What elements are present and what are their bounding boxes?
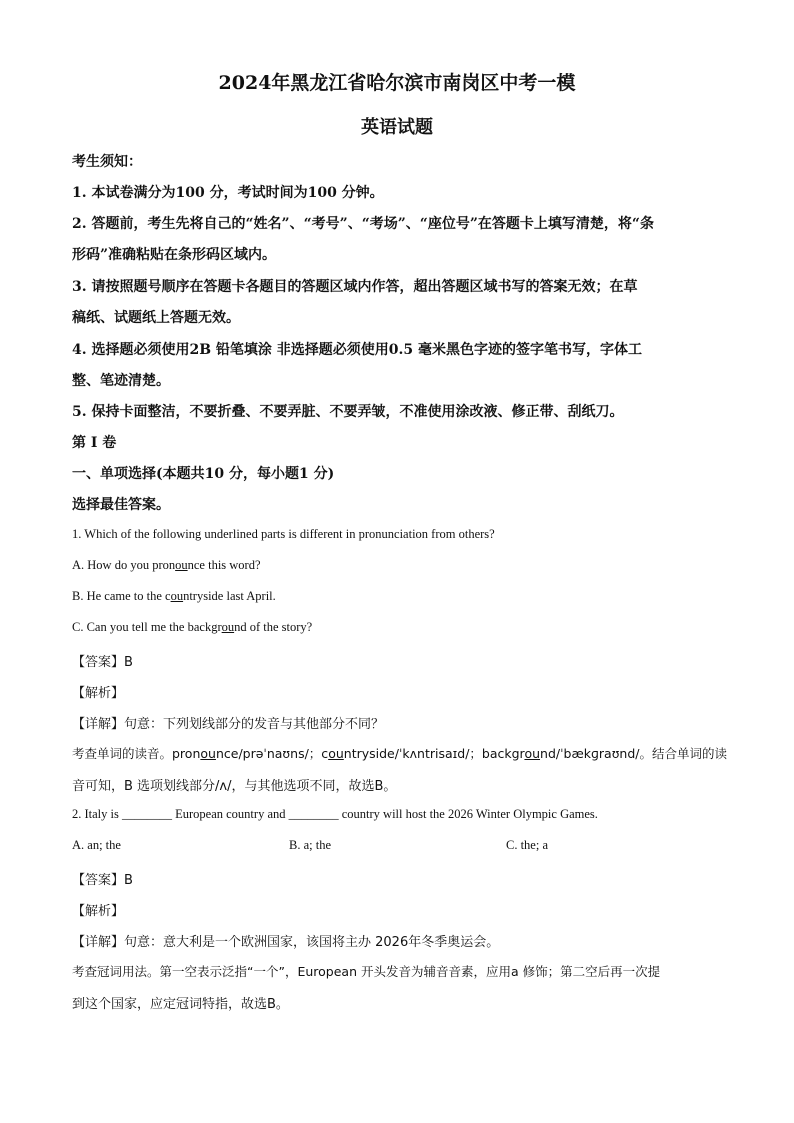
q2-stem: 2. Italy is ________ European country and ________ country will host the 2026 Winter Olympic Games. xyxy=(72,807,598,821)
q2-explanation-cont: 到这个国家，应定冠词特指，故选B。 xyxy=(72,997,289,1012)
q2-option-a: A. an; the xyxy=(72,838,121,852)
q2-option-c: C. the; a xyxy=(506,838,549,852)
q1-explanation: 考查单词的读音。pronounce/prəˈnaʊns/；countryside/ˈkʌntrisaɪd/；background/ˈbækɡraʊnd/。结合单词的读 xyxy=(72,746,727,761)
page-title: 2024年黑龙江省哈尔滨市南岗区中考一模 xyxy=(218,72,576,94)
notice-heading: 考生须知： xyxy=(72,154,142,170)
notice-item-3-cont: 稿纸、试题纸上答题无效。 xyxy=(72,310,240,326)
notice-item-1: 1. 本试卷满分为100 分，考试时间为100 分钟。 xyxy=(72,185,384,201)
q1-explanation-cont: 音可知，B 选项划线部分/ʌ/，与其他选项不同，故选B。 xyxy=(72,779,397,794)
q1-option-b: B. He came to the countryside last April. xyxy=(72,589,276,603)
q1-stem: 1. Which of the following underlined parts is different in pronunciation from others? xyxy=(72,527,495,541)
q1-analysis: 【解析】 xyxy=(72,686,125,701)
q1-answer: 【答案】B xyxy=(72,655,133,670)
notice-item-4-cont: 整、笔迹清楚。 xyxy=(72,373,170,389)
notice-item-3: 3. 请按照题号顺序在答题卡各题目的答题区域内作答，超出答题区域书写的答案无效；在草 xyxy=(72,279,638,295)
q1-option-a: A. How do you pronounce this word? xyxy=(72,558,261,572)
page-subtitle: 英语试题 xyxy=(361,117,433,138)
q2-answer: 【答案】B xyxy=(72,873,133,888)
q2-explanation: 考查冠词用法。第一空表示泛指“一个”，European 开头发音为辅音音素，应用a 修饰；第二空后再一次提 xyxy=(72,964,661,979)
notice-item-5: 5. 保持卡面整洁，不要折叠、不要弄脏、不要弄皱，不准使用涂改液、修正带、刮纸刀。 xyxy=(72,404,624,420)
q2-detail: 【详解】句意：意大利是一个欧洲国家，该国将主办 2026年冬季奥运会。 xyxy=(72,935,500,950)
q2-analysis: 【解析】 xyxy=(72,904,125,919)
notice-item-4: 4. 选择题必须使用2B 铅笔填涂 非选择题必须使用0.5 毫米黑色字迹的签字笔书写，字体工 xyxy=(72,342,643,358)
notice-item-2: 2. 答题前，考生先将自己的“姓名”、“考号”、“考场”、“座位号”在答题卡上填写清楚，将“条 xyxy=(72,216,654,232)
volume-label: 第 I 卷 xyxy=(72,435,117,451)
notice-item-2-cont: 形码”准确粘贴在条形码区域内。 xyxy=(72,247,277,263)
part-heading: 一、单项选择(本题共10 分，每小题1 分) xyxy=(72,466,335,482)
instruction: 选择最佳答案。 xyxy=(72,497,170,513)
q1-option-c: C. Can you tell me the background of the story? xyxy=(72,620,313,634)
q2-option-b: B. a; the xyxy=(289,838,332,852)
q1-detail: 【详解】句意：下列划线部分的发音与其他部分不同？ xyxy=(72,717,385,732)
